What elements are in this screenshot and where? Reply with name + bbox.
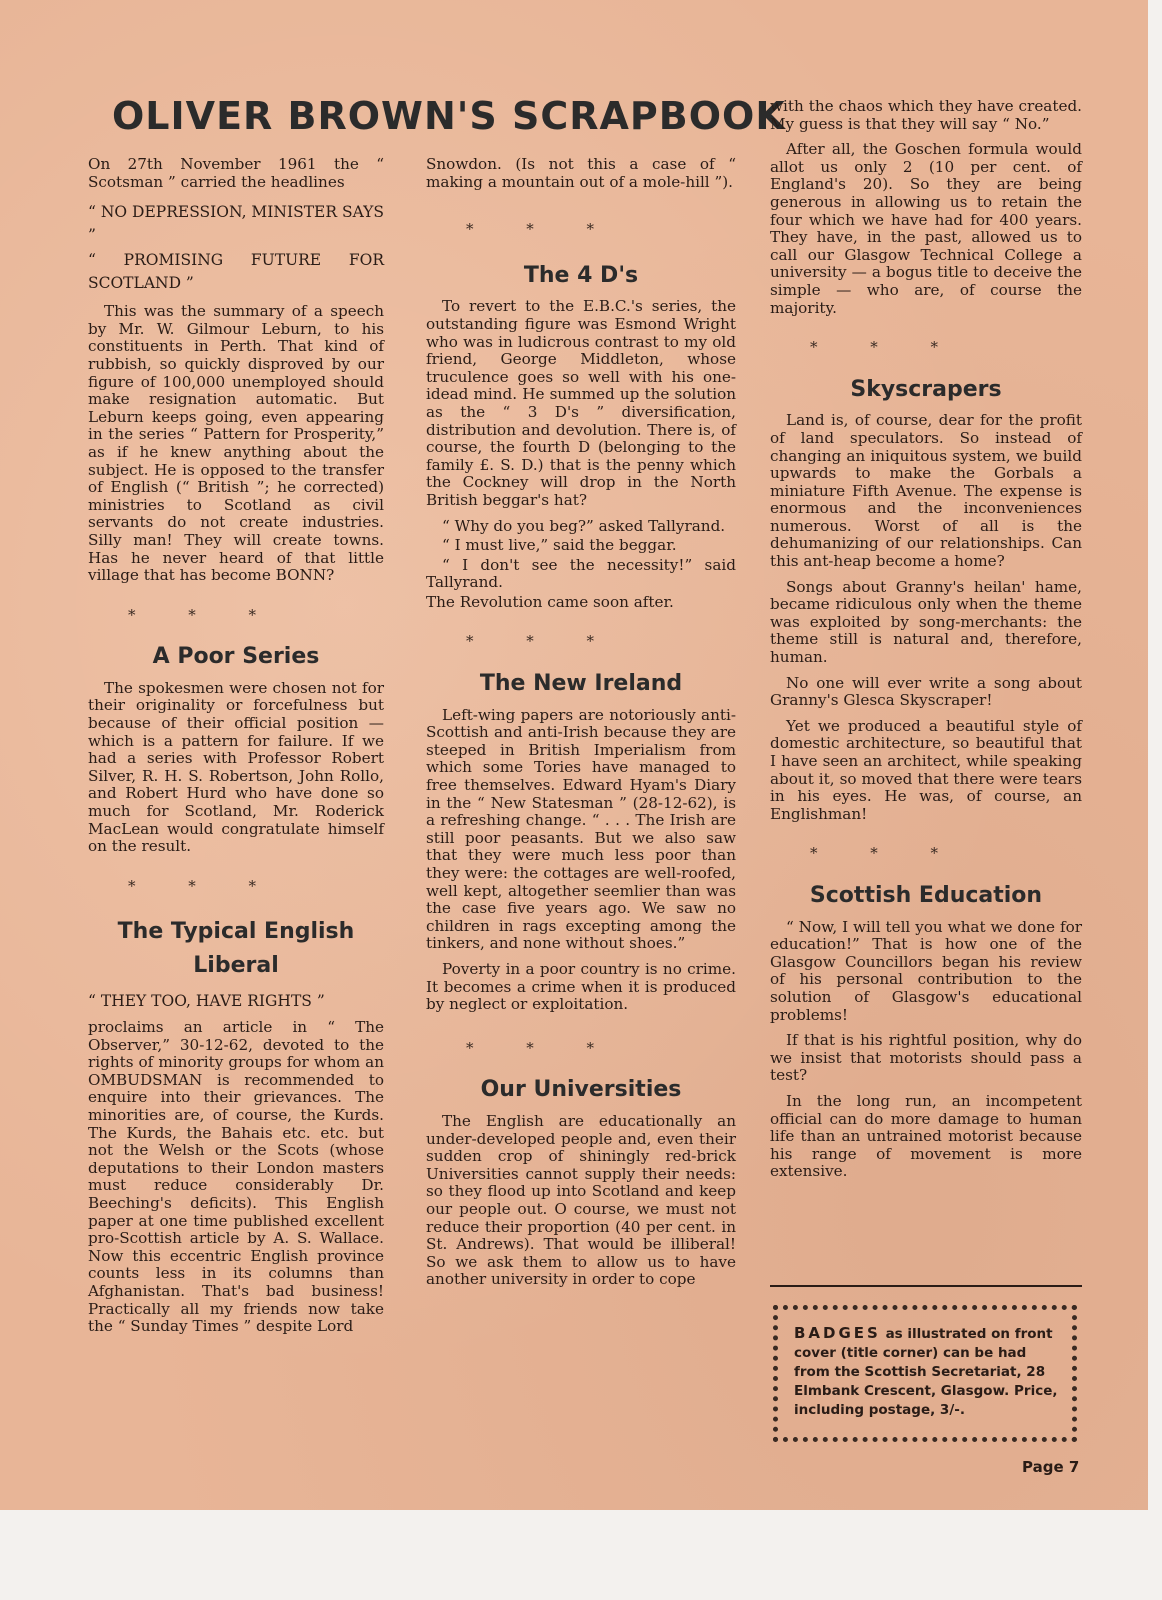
section-divider: * * * — [128, 876, 281, 895]
paragraph: Left-wing papers are notoriously anti-Scottish and anti-Irish because they are steeped in British Imperialism from which some Tories have managed to free themselves. Edward Hyam's Diary in the “ New Statesman ” (28-12-62), is a refreshing change. “ . . . The Irish are still poor peasants. But we also saw that they were much less poor than they were: the cottages are well-roofed, well kept, altogether seemlier than was the case five years ago. We saw no children in rags excepting among the tinkers, and none without shoes.” — [426, 705, 736, 953]
paragraph: Snowdon. (Is not this a case of “ making a mountain out of a mole-hill ”). — [426, 155, 736, 191]
section-heading-typical-english-liberal: The Typical English Liberal — [117, 919, 355, 979]
paragraph: In the long run, an incompetent official can do more damage to human life than an untrained motorist because his range of movement is more extensive. — [770, 1091, 1082, 1181]
paragraph: “ I must live,” said the beggar. — [442, 536, 677, 555]
paragraph: Land is, of course, dear for the profit of land speculators. So instead of changing an iniquitous system, we build upwards to make the Gorbals a miniature Fifth Avenue. The expense is enormous and the inconveniences numerous. Worst of all is the dehumanizing of our relationships. Can this ant-heap become a home? — [770, 411, 1082, 571]
section-heading-4-ds: The 4 D's — [523, 262, 639, 288]
headline-2: “ PROMISING FUTURE FOR SCOTLAND ” — [88, 251, 384, 293]
paragraph: Poverty in a poor country is no crime. It becomes a crime when it is produced by neglect or exploitation. — [426, 959, 736, 1014]
paragraph: Songs about Granny's heilan' hame, became ridiculous only when the theme was exploited by song-merchants: the theme still is natural and, therefore, human. — [770, 577, 1082, 667]
section-divider: * * * — [810, 338, 963, 357]
page-number: Page 7 — [1022, 1458, 1080, 1476]
paragraph: If that is his rightful position, why do we insist that motorists should pass a test? — [770, 1031, 1082, 1085]
section-heading-new-ireland: The New Ireland — [479, 671, 683, 697]
paragraph: The Revolution came soon after. — [426, 592, 674, 611]
section-divider: * * * — [466, 220, 619, 239]
paragraph: No one will ever write a song about Granny's Glesca Skyscraper! — [770, 673, 1082, 710]
section-heading-scottish-education: Scottish Education — [809, 882, 1043, 908]
paragraph: This was the summary of a speech by Mr. W. Gilmour Leburn, to his constituents in Perth. That kind of rubbish, so quickly disproved by our figure of 100,000 unemployed should make resignation automatic. But Leburn keeps going, even appearing in the series “ Pattern for Prosperity,” as if he knew anything about the subject. He is opposed to the transfer of English (“ British ”; he corrected) ministries to Scotland as civil servants do not create industries. Silly man! They will create towns. Has he never heard of that little village that has become BONN? — [88, 302, 384, 585]
paragraph: with the chaos which they have created. My guess is that they will say “ No.” — [770, 97, 1082, 133]
divider-rule — [770, 1285, 1082, 1287]
section-divider: * * * — [810, 844, 963, 863]
section-heading-poor-series: A Poor Series — [152, 644, 320, 670]
section-divider: * * * — [128, 605, 281, 624]
paragraph: Yet we produced a beautiful style of domestic architecture, so beautiful that I have seen an architect, while speaking about it, so moved that there were tears in his eyes. He was, of course, an Englishman! — [770, 716, 1082, 823]
column-1 — [88, 156, 384, 1344]
section-divider: * * * — [466, 1038, 619, 1057]
section-divider: * * * — [466, 632, 619, 651]
page-title: OLIVER BROWN'S SCRAPBOOK — [112, 94, 786, 138]
paragraph: After all, the Goschen formula would allot us only 2 (10 per cent. of England's 20). So they are being generous in allowing us to retain the four which we have had for 400 years. They have, in the past, allowed us to call our Glasgow Technical College a university — a bogus title to deceive the simple — who are, of course the majority. — [770, 140, 1082, 317]
paragraph: proclaims an article in “ The Observer,” 30-12-62, devoted to the rights of minority groups for whom an OMBUDSMAN is recommended to enquire into their grievances. The minorities are, of course, the Kurds. The Kurds, the Bahais etc. etc. but not the Welsh or the Scots (whose deputations to their London masters must reduce considerably Dr. Beeching's deficits). This English paper at one time published excellent pro-Scottish article by A. S. Wallace. Now this eccentric English province counts less in its columns than Afghanistan. That's bad business! Practically all my friends now take the “ Sunday Times ” despite Lord — [88, 1018, 384, 1336]
subheading: “ THEY TOO, HAVE RIGHTS ” — [88, 992, 325, 1011]
paragraph: To revert to the E.B.C.'s series, the outstanding figure was Esmond Wright who was in ludicrous contrast to my old friend, George Middleton, whose truculence goes so well with his one-idead mind. He summed up the solution as the “ 3 D's ” diversification, distribution and devolution. There is, of course, the fourth D (belonging to the family £. S. D.) that is the penny which the Cockney will drop in the North British beggar's hat? — [426, 297, 736, 509]
paragraph: “ Why do you beg?” asked Tallyrand. — [442, 516, 726, 535]
paragraph: “ Now, I will tell you what we done for education!” That is how one of the Glasgow Councillors began his review of his personal contribution to the solution of Glasgow's educational problems! — [770, 917, 1082, 1024]
badges-notice-box — [773, 1305, 1077, 1442]
paragraph: The spokesmen were chosen not for their originality or forcefulness but because of their official position —which is a pattern for failure. If we had a series with Professor Robert Silver, R. H. S. Robertson, John Rollo, and Robert Hurd who have done so much for Scotland, Mr. Roderick MacLean would congratulate himself on the result. — [88, 678, 384, 856]
intro-paragraph: On 27th November 1961 the “ Scotsman ” carried the headlines — [88, 155, 384, 191]
badges-word: BADGES — [794, 1324, 881, 1342]
column-3 — [770, 98, 1082, 1189]
paragraph: The English are educationally an under-developed people and, even their sudden crop of shiningly red-brick Universities cannot supply their needs: so they flood up into Scotland and keep our people out. O course, we must not reduce their proportion (40 per cent. in St. Andrews). That would be illiberal! So we ask them to allow us to have another university in order to cope — [426, 1111, 736, 1289]
headline-1: “ NO DEPRESSION, MINISTER SAYS ” — [88, 203, 385, 245]
section-heading-our-universities: Our Universities — [480, 1077, 682, 1103]
column-2 — [426, 156, 736, 1297]
paragraph: “ I don't see the necessity!” said Tallyrand. — [426, 555, 736, 592]
badges-text: as illustrated on front cover (title corner) can be had from the Scottish Secretariat, 28 Elmbank Crescent, Glasgow. Price, including postage, 3/-. — [794, 1326, 1058, 1418]
section-heading-skyscrapers: Skyscrapers — [850, 376, 1002, 402]
